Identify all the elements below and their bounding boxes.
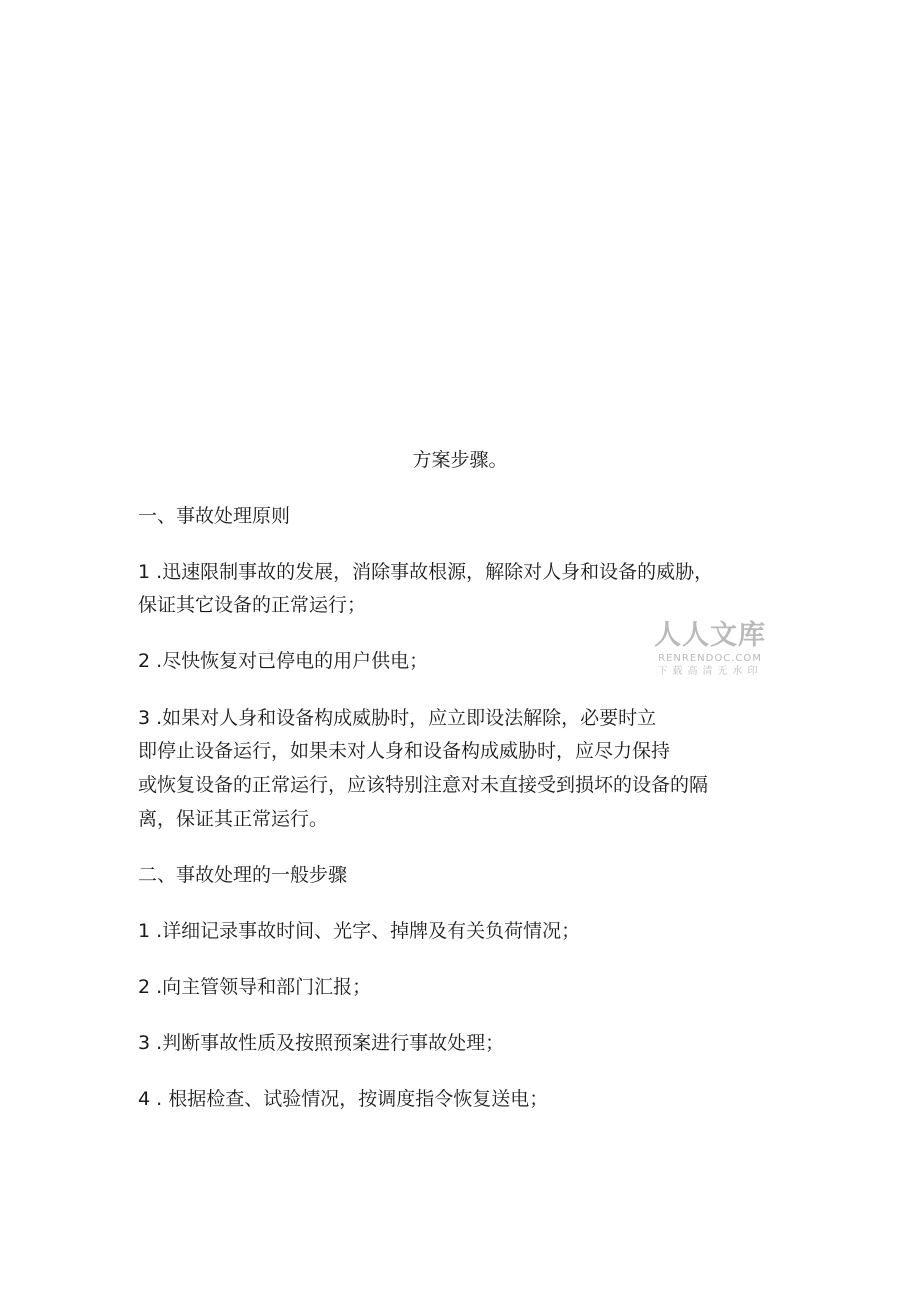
watermark-logo [646,620,774,678]
section1-item1-line2: 保证其它设备的正常运行； [138,594,367,616]
section1-item3-line3: 或恢复设备的正常运行，应该特别注意对未直接受到损坏的设备的隔 [138,774,709,796]
section2-heading: 二、事故处理的一般步骤 [138,864,348,886]
section1-heading: 一、事故处理原则 [138,505,291,527]
section2-item1: 1 .详细记录事故时间、光字、掉牌及有关负荷情况； [138,920,581,942]
watermark-url: RENRENDOC.COM [658,653,762,664]
section1-item2: 2 .尽快恢复对已停电的用户供电； [138,650,429,672]
document-title: 方案步骤。 [412,449,508,471]
section1-item1-line1: 1 .迅速限制事故的发展，消除事故根源，解除对人身和设备的威胁， [138,561,714,583]
section2-item4: 4 . 根据检查、试验情况，按调度指令恢复送电； [138,1088,549,1110]
section1-item3-line4: 离，保证其正常运行。 [138,808,329,830]
section2-item2: 2 .向主管领导和部门汇报； [138,976,372,998]
watermark-main-text: 人人文库 [654,620,766,651]
section2-item3: 3 .判断事故性质及按照预案进行事故处理； [138,1032,505,1054]
watermark-subtext: 下载高清无水印 [657,666,763,677]
section1-item3-line2: 即停止设备运行，如果未对人身和设备构成威胁时，应尽力保持 [138,740,671,762]
section1-item3-line1: 3 .如果对人身和设备构成威胁时，应立即设法解除，必要时立 [138,707,657,729]
